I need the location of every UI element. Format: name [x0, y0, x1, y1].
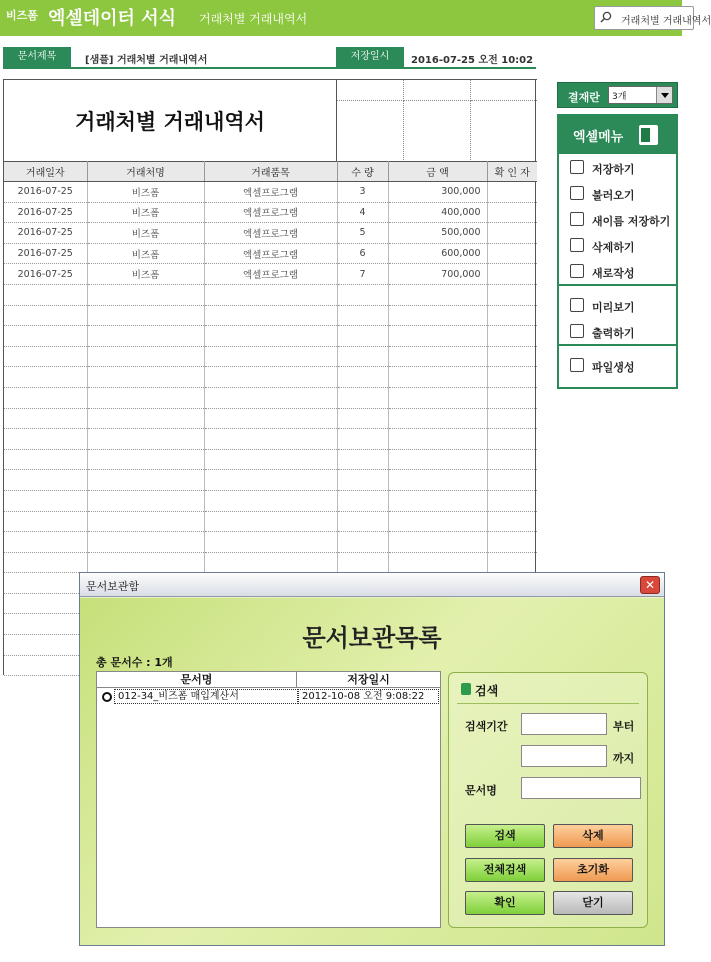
table-cell[interactable]: [87, 449, 204, 470]
doc-title-value: [샘플] 거래처별 거래내역서: [85, 55, 208, 66]
approval-count-select[interactable]: [608, 86, 673, 104]
table-cell[interactable]: [4, 655, 87, 676]
table-cell[interactable]: [388, 511, 487, 532]
table-cell[interactable]: [388, 284, 487, 305]
chevron-down-icon[interactable]: [656, 87, 672, 103]
table-cell[interactable]: [204, 532, 337, 553]
sheet-title: 거래처별 거래내역서: [75, 110, 265, 134]
table-cell[interactable]: [388, 326, 487, 347]
table-cell[interactable]: [87, 305, 204, 326]
table-cell[interactable]: [87, 429, 204, 450]
approval-cell[interactable]: [337, 80, 404, 101]
column-header: 거래처명: [87, 162, 204, 182]
table-cell[interactable]: [87, 408, 204, 429]
table-cell[interactable]: [487, 243, 537, 264]
table-cell[interactable]: [87, 367, 204, 388]
table-cell[interactable]: [87, 552, 204, 573]
table-row: [4, 470, 537, 491]
table-cell[interactable]: 2016-07-25: [4, 243, 87, 264]
search-panel: [448, 672, 648, 928]
table-cell[interactable]: 500,000: [388, 223, 487, 244]
table-cell[interactable]: [204, 470, 337, 491]
menu-item-label: 불러오기: [592, 189, 635, 202]
table-cell[interactable]: 5: [337, 223, 388, 244]
doc-name-label: 문서명: [465, 784, 497, 797]
table-cell[interactable]: [388, 470, 487, 491]
table-row: [4, 326, 537, 347]
table-cell[interactable]: 엑셀프로그램: [204, 202, 337, 223]
table-row: [4, 532, 537, 553]
table-cell[interactable]: [204, 367, 337, 388]
print-icon: [570, 324, 584, 338]
table-cell[interactable]: [4, 614, 87, 635]
menu-item-label: 파일생성: [592, 361, 635, 374]
table-cell[interactable]: 엑셀프로그램: [204, 243, 337, 264]
table-cell[interactable]: [4, 408, 87, 429]
table-cell[interactable]: [87, 490, 204, 511]
table-cell[interactable]: [337, 326, 388, 347]
table-cell[interactable]: 비즈폼: [87, 182, 204, 203]
table-cell[interactable]: 엑셀프로그램: [204, 223, 337, 244]
table-cell[interactable]: [487, 346, 537, 367]
table-cell[interactable]: [487, 449, 537, 470]
table-cell[interactable]: [388, 346, 487, 367]
column-header: 수 량: [337, 162, 388, 182]
dialog-body: [80, 598, 664, 945]
menu-item-label: 삭제하기: [592, 241, 635, 254]
close-button[interactable]: 닫기: [553, 891, 633, 915]
menu-item-save[interactable]: [559, 156, 676, 180]
table-cell[interactable]: 400,000: [388, 202, 487, 223]
table-cell[interactable]: [337, 408, 388, 429]
dialog-heading: 문서보관목록: [302, 624, 442, 652]
document-info-bar: [3, 47, 536, 69]
table-cell[interactable]: [87, 284, 204, 305]
search-all-button[interactable]: 전체검색: [465, 858, 545, 882]
table-cell[interactable]: [87, 532, 204, 553]
table-cell[interactable]: [204, 552, 337, 573]
period-to-input[interactable]: [521, 745, 607, 767]
column-header: 확 인 자: [487, 162, 537, 182]
table-cell[interactable]: [487, 429, 537, 450]
reset-button[interactable]: 초기화: [553, 858, 633, 882]
table-cell[interactable]: 엑셀프로그램: [204, 264, 337, 285]
doc-title-label: 문서제목: [3, 47, 71, 67]
table-cell[interactable]: 600,000: [388, 243, 487, 264]
table-cell[interactable]: 4: [337, 202, 388, 223]
table-row: [4, 387, 537, 408]
table-header-row: [4, 162, 537, 182]
search-section-icon: [461, 683, 471, 695]
approval-cell[interactable]: [471, 101, 537, 162]
document-archive-dialog: [79, 572, 665, 946]
table-cell[interactable]: [4, 284, 87, 305]
sheet-title-box: [4, 79, 337, 161]
menu-item-print[interactable]: [559, 320, 676, 344]
load-icon: [570, 186, 584, 200]
approval-count-label: 결재란: [568, 91, 600, 104]
table-cell[interactable]: [87, 387, 204, 408]
top-header-bar: [0, 0, 711, 36]
table-cell[interactable]: [487, 511, 537, 532]
trash-icon: [570, 238, 584, 252]
table-cell[interactable]: [337, 470, 388, 491]
doc-name-input[interactable]: [521, 777, 641, 799]
table-row: [4, 490, 537, 511]
table-cell[interactable]: [4, 573, 87, 594]
table-row: [4, 511, 537, 532]
menu-item-label: 새이름 저장하기: [592, 215, 671, 228]
table-cell[interactable]: [4, 449, 87, 470]
table-cell[interactable]: [388, 552, 487, 573]
table-cell[interactable]: [388, 449, 487, 470]
column-header: 금 액: [388, 162, 487, 182]
table-cell[interactable]: [204, 326, 337, 347]
approval-count-bar: [557, 82, 678, 108]
table-cell[interactable]: [388, 532, 487, 553]
dialog-titlebar[interactable]: [80, 573, 664, 597]
menu-item-folder[interactable]: [559, 354, 676, 378]
menu-item-label: 출력하기: [592, 327, 635, 340]
excel-menu-header: [559, 116, 676, 154]
document-count: 총 문서수 : 1개: [96, 656, 173, 669]
table-row: [4, 367, 537, 388]
table-cell[interactable]: [337, 305, 388, 326]
table-cell[interactable]: 7: [337, 264, 388, 285]
close-icon[interactable]: ✕: [640, 576, 660, 594]
folder-icon: [570, 358, 584, 372]
header-search-box[interactable]: [594, 6, 711, 30]
table-cell[interactable]: [388, 429, 487, 450]
menu-item-trash[interactable]: [559, 234, 676, 258]
table-cell[interactable]: [4, 511, 87, 532]
table-cell[interactable]: [487, 470, 537, 491]
table-row: [4, 346, 537, 367]
table-cell[interactable]: [4, 635, 87, 656]
period-to-suffix: 까지: [613, 752, 635, 765]
period-from-input[interactable]: [521, 713, 607, 735]
brand-title: 엑셀데이터 서식: [48, 8, 176, 29]
save-icon: [570, 160, 584, 174]
table-cell[interactable]: [337, 367, 388, 388]
table-cell[interactable]: 6: [337, 243, 388, 264]
excel-menu-panel: [557, 114, 678, 389]
table-row: [4, 449, 537, 470]
preview-icon: [570, 298, 584, 312]
table-cell[interactable]: [388, 305, 487, 326]
dialog-window-title: 문서보관함: [86, 580, 140, 593]
table-cell[interactable]: [87, 511, 204, 532]
saved-time-label: 저장일시: [336, 47, 404, 67]
table-cell[interactable]: [87, 346, 204, 367]
menu-item-save-as[interactable]: [559, 208, 676, 232]
approval-cell[interactable]: [404, 101, 471, 162]
table-cell[interactable]: [4, 346, 87, 367]
table-cell[interactable]: [204, 429, 337, 450]
table-row: [4, 305, 537, 326]
table-cell[interactable]: [337, 532, 388, 553]
table-cell[interactable]: [4, 593, 87, 614]
table-cell[interactable]: [87, 326, 204, 347]
list-item[interactable]: [98, 689, 439, 705]
new-doc-icon: [570, 264, 584, 278]
table-cell[interactable]: 비즈폼: [87, 223, 204, 244]
menu-item-load[interactable]: [559, 182, 676, 206]
table-cell[interactable]: [487, 202, 537, 223]
table-cell[interactable]: 2016-07-25: [4, 223, 87, 244]
table-cell[interactable]: [388, 367, 487, 388]
table-cell[interactable]: [337, 284, 388, 305]
divider: [457, 703, 639, 704]
table-cell[interactable]: [487, 532, 537, 553]
approval-box: [337, 79, 537, 161]
table-cell[interactable]: [337, 490, 388, 511]
table-cell[interactable]: 2016-07-25: [4, 264, 87, 285]
table-cell[interactable]: [4, 429, 87, 450]
saved-time-value: 2016-07-25 오전 10:02: [411, 55, 534, 66]
table-cell[interactable]: [388, 408, 487, 429]
table-cell[interactable]: [204, 284, 337, 305]
list-item-name: 012-34_비즈폼 매입계산서: [114, 689, 298, 704]
table-cell[interactable]: [4, 532, 87, 553]
table-cell[interactable]: [204, 346, 337, 367]
table-cell[interactable]: [487, 408, 537, 429]
table-cell[interactable]: [487, 305, 537, 326]
table-cell[interactable]: [487, 387, 537, 408]
table-cell[interactable]: [487, 552, 537, 573]
table-cell[interactable]: [337, 449, 388, 470]
menu-divider: [559, 284, 676, 286]
table-cell[interactable]: [204, 408, 337, 429]
list-header-name: 문서명: [97, 672, 297, 688]
table-cell[interactable]: [4, 470, 87, 491]
approval-cell[interactable]: [404, 80, 471, 101]
table-cell[interactable]: [204, 305, 337, 326]
list-header-date: 저장일시: [297, 672, 440, 688]
search-button[interactable]: 검색: [465, 824, 545, 848]
table-cell[interactable]: [4, 387, 87, 408]
menu-item-label: 저장하기: [592, 163, 635, 176]
list-item-date: 2012-10-08 오전 9:08:22: [298, 689, 439, 704]
table-cell[interactable]: [204, 511, 337, 532]
table-cell[interactable]: [487, 490, 537, 511]
table-row: [4, 243, 537, 264]
table-cell[interactable]: 비즈폼: [87, 264, 204, 285]
table-cell[interactable]: 700,000: [388, 264, 487, 285]
table-row: [4, 429, 537, 450]
table-cell[interactable]: [388, 387, 487, 408]
approval-cell[interactable]: [337, 101, 404, 162]
table-row: [4, 552, 537, 573]
table-cell[interactable]: [487, 223, 537, 244]
ok-button[interactable]: 확인: [465, 891, 545, 915]
table-cell[interactable]: [204, 449, 337, 470]
table-cell[interactable]: [487, 264, 537, 285]
menu-item-label: 새로작성: [592, 267, 635, 280]
table-cell[interactable]: [4, 490, 87, 511]
table-cell[interactable]: [4, 326, 87, 347]
approval-cell[interactable]: [471, 80, 537, 101]
table-cell[interactable]: 300,000: [388, 182, 487, 203]
table-cell[interactable]: [487, 367, 537, 388]
table-cell[interactable]: [487, 326, 537, 347]
table-row: [4, 284, 537, 305]
table-cell[interactable]: [4, 552, 87, 573]
excel-logo-icon: [639, 125, 658, 145]
table-cell[interactable]: [337, 346, 388, 367]
table-row: [4, 408, 537, 429]
column-header: 거래일자: [4, 162, 87, 182]
header-subtitle: 거래처별 거래내역서: [199, 12, 308, 26]
menu-item-preview[interactable]: [559, 294, 676, 318]
table-row: [4, 202, 537, 223]
table-cell[interactable]: 엑셀프로그램: [204, 182, 337, 203]
period-from-suffix: 부터: [613, 720, 635, 733]
menu-divider: [559, 344, 676, 346]
table-cell[interactable]: 2016-07-25: [4, 202, 87, 223]
approval-count-value: 3개: [612, 92, 627, 102]
brand-logo-small: 비즈폼: [6, 9, 38, 22]
table-cell[interactable]: [87, 470, 204, 491]
table-cell[interactable]: 비즈폼: [87, 243, 204, 264]
selection-radio[interactable]: [102, 692, 112, 702]
table-cell[interactable]: [487, 182, 537, 203]
table-cell[interactable]: [337, 429, 388, 450]
table-cell[interactable]: [4, 305, 87, 326]
save-as-icon: [570, 212, 584, 226]
table-row: [4, 264, 537, 285]
table-cell[interactable]: [388, 490, 487, 511]
table-cell[interactable]: [337, 511, 388, 532]
period-label: 검색기간: [465, 720, 508, 733]
document-listbox[interactable]: [96, 671, 441, 928]
table-cell[interactable]: [204, 490, 337, 511]
menu-item-label: 미리보기: [592, 301, 635, 314]
menu-item-new-doc[interactable]: [559, 260, 676, 284]
delete-button[interactable]: 삭제: [553, 824, 633, 848]
table-cell[interactable]: [337, 552, 388, 573]
table-row: [4, 223, 537, 244]
column-header: 거래품목: [204, 162, 337, 182]
search-icon: [600, 11, 612, 23]
table-cell[interactable]: 3: [337, 182, 388, 203]
search-panel-title: 검색: [475, 684, 499, 698]
table-cell[interactable]: [337, 387, 388, 408]
header-search-text: 거래처별 거래내역서: [621, 16, 711, 27]
table-cell[interactable]: [4, 367, 87, 388]
table-row: [4, 182, 537, 203]
table-cell[interactable]: 2016-07-25: [4, 182, 87, 203]
excel-menu-title: 엑셀메뉴: [573, 130, 624, 145]
table-cell[interactable]: [487, 284, 537, 305]
table-cell[interactable]: [204, 387, 337, 408]
table-cell[interactable]: 비즈폼: [87, 202, 204, 223]
